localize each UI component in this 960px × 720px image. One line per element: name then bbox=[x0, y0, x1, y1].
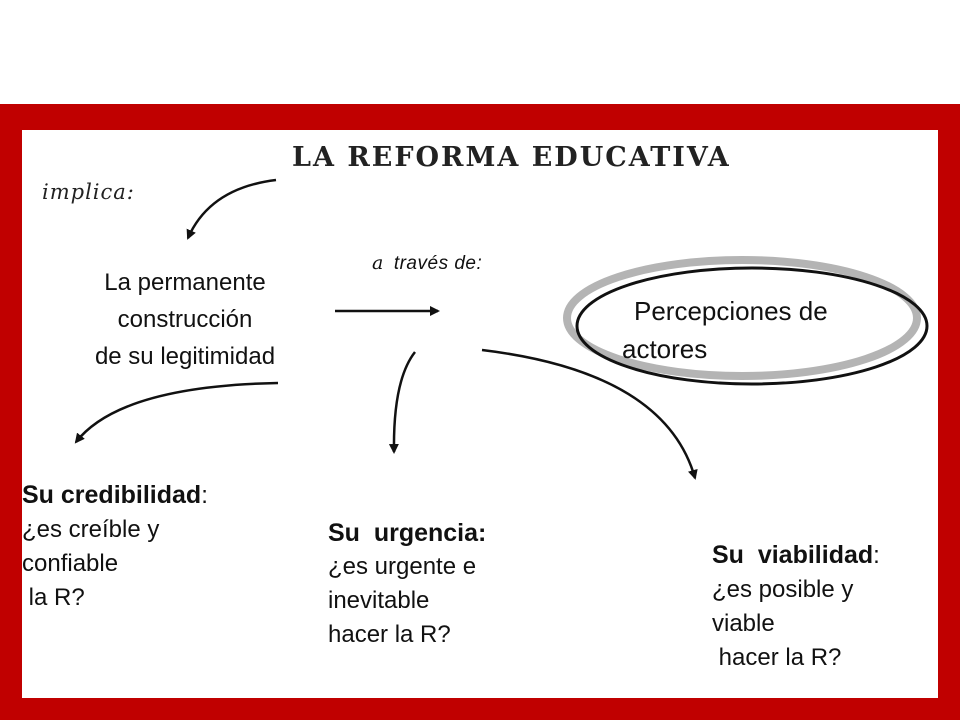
arrow-credibilidad bbox=[76, 383, 278, 442]
legitimacy-node bbox=[60, 264, 310, 375]
urgencia-line: hacer la R? bbox=[328, 621, 451, 648]
perception-line: actores bbox=[622, 334, 708, 364]
traves-label bbox=[372, 252, 482, 275]
credibilidad-line: confiable bbox=[22, 550, 119, 577]
traves-prefix: a bbox=[372, 252, 384, 274]
credibilidad-line: ¿es creíble y bbox=[22, 516, 160, 543]
viabilidad-node bbox=[712, 538, 880, 675]
viabilidad-line: viable bbox=[712, 610, 775, 637]
perception-node bbox=[622, 292, 882, 368]
urgencia-line: inevitable bbox=[328, 587, 430, 614]
perception-line: Percepciones de bbox=[634, 296, 828, 326]
diagram-title: LA REFORMA EDUCATIVA bbox=[292, 142, 731, 173]
credibilidad-heading: Su credibilidad bbox=[22, 481, 202, 509]
urgencia-heading: Su urgencia: bbox=[328, 519, 487, 547]
credibilidad-node bbox=[22, 478, 208, 615]
credibilidad-line: la R? bbox=[22, 584, 85, 611]
viabilidad-heading: Su viabilidad bbox=[712, 541, 874, 569]
viabilidad-line: hacer la R? bbox=[712, 644, 842, 671]
urgencia-line: ¿es urgente e bbox=[328, 553, 477, 580]
legitimacy-line: de su legitimidad bbox=[94, 343, 276, 370]
viabilidad-colon: : bbox=[873, 542, 880, 569]
arrow-implica bbox=[188, 180, 276, 238]
legitimacy-line: La permanente bbox=[104, 269, 266, 296]
arrow-urgencia bbox=[394, 352, 415, 452]
viabilidad-line: ¿es posible y bbox=[712, 576, 854, 603]
implica-label: implica: bbox=[42, 180, 135, 204]
urgencia-node bbox=[328, 516, 486, 652]
credibilidad-colon: : bbox=[201, 482, 208, 509]
traves-text: través de: bbox=[393, 253, 483, 274]
legitimacy-line: construcción bbox=[117, 306, 253, 333]
